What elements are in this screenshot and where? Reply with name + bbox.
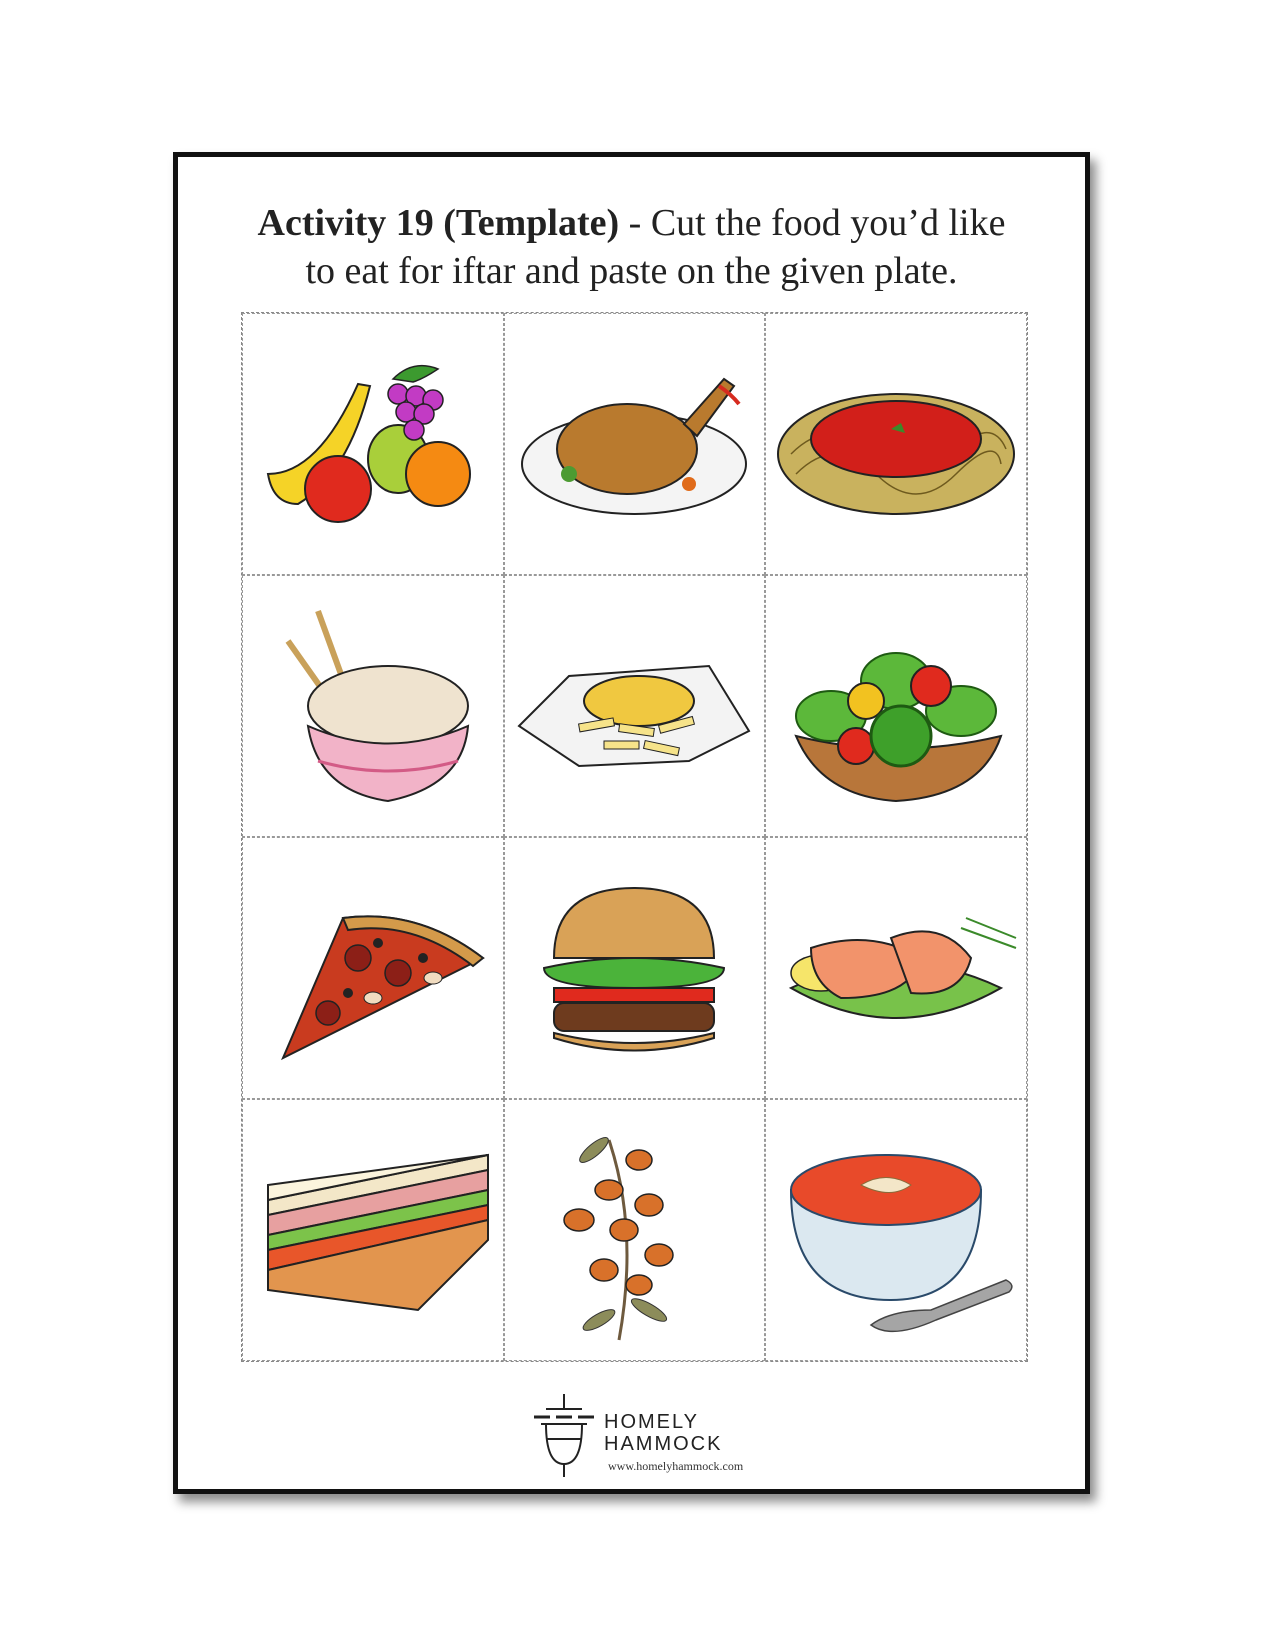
logo-line2: HAMMOCK [604,1433,723,1455]
title-rest: - Cut the food you’d like [619,202,1006,244]
pizza-slice-icon [248,848,498,1088]
homely-hammock-logo [526,1389,786,1479]
title-bold: Activity 19 (Template) [257,202,620,244]
food-card[interactable] [242,1099,504,1361]
worksheet-frame [173,152,1090,1494]
food-card[interactable] [765,1099,1027,1361]
sandwich-icon [248,1110,498,1350]
food-card[interactable] [765,837,1027,1099]
food-card[interactable] [504,837,766,1099]
fish-and-chips-icon [509,586,759,826]
logo-url: www.homelyhammock.com [608,1459,744,1473]
food-card[interactable] [504,1099,766,1361]
food-card[interactable] [242,313,504,575]
food-card[interactable] [242,837,504,1099]
food-card[interactable] [504,575,766,837]
soup-icon [771,1110,1021,1350]
spaghetti-icon [771,324,1021,564]
food-card[interactable] [504,313,766,575]
worksheet-title [178,199,1085,295]
food-card-grid [241,312,1028,1362]
hammock-logo-icon [526,1389,602,1479]
roast-chicken-icon [509,324,759,564]
burger-icon [509,848,759,1088]
food-card[interactable] [765,575,1027,837]
rice-bowl-icon [248,586,498,826]
salad-icon [771,586,1021,826]
food-card[interactable] [242,575,504,837]
logo-line1: HOMELY [604,1411,699,1433]
salmon-icon [771,848,1021,1088]
title-line2: to eat for iftar and paste on the given plate. [305,250,958,292]
food-card[interactable] [765,313,1027,575]
dates-icon [509,1110,759,1350]
fruits-icon [248,324,498,564]
